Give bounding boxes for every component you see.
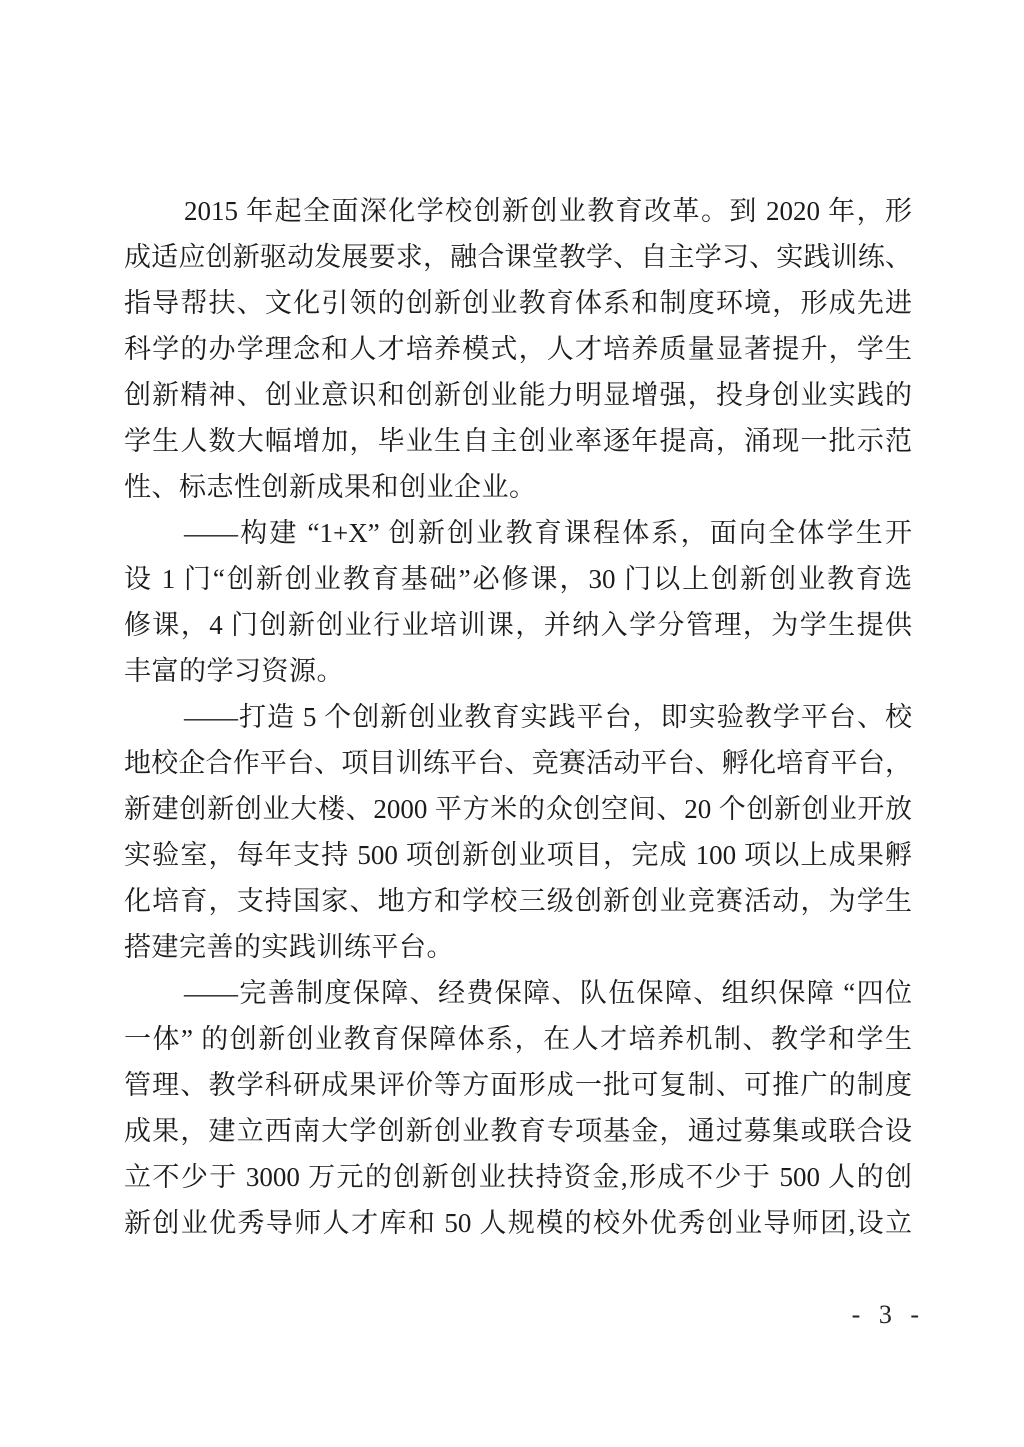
text-line: 地校企合作平台、项目训练平台、竞赛活动平台、孵化培育平台， xyxy=(124,748,912,778)
text-line: 丰富的学习资源。 xyxy=(124,656,344,686)
text-line: 搭建完善的实践训练平台。 xyxy=(124,932,454,962)
page-number: - 3 - xyxy=(851,1300,925,1329)
text-line: 新建创新创业大楼、2000 平方米的众创空间、20 个创新创业开放 xyxy=(124,794,912,824)
paragraph xyxy=(124,970,912,1246)
text-line: 成果，建立西南大学创新创业教育专项基金，通过募集或联合设 xyxy=(124,1116,912,1146)
text-line: 修课，4 门创新创业行业培训课，并纳入学分管理，为学生提供 xyxy=(124,610,912,640)
text-line: 成适应创新驱动发展要求，融合课堂教学、自主学习、实践训练、 xyxy=(124,242,912,272)
text-line: 新创业优秀导师人才库和 50 人规模的校外优秀创业导师团,设立 xyxy=(124,1208,912,1238)
text-line: 一体” 的创新创业教育保障体系，在人才培养机制、教学和学生 xyxy=(124,1024,912,1054)
text-line: 科学的办学理念和人才培养模式，人才培养质量显著提升，学生 xyxy=(124,334,912,364)
text-line: ——完善制度保障、经费保障、队伍保障、组织保障 “四位 xyxy=(184,978,912,1008)
text-line: ——打造 5 个创新创业教育实践平台，即实验教学平台、校 xyxy=(184,702,912,732)
text-line: 化培育，支持国家、地方和学校三级创新创业竞赛活动，为学生 xyxy=(124,886,912,916)
text-block xyxy=(124,188,912,1246)
text-line: 管理、教学科研成果评价等方面形成一批可复制、可推广的制度 xyxy=(124,1070,912,1100)
text-line: 性、标志性创新成果和创业企业。 xyxy=(124,472,537,502)
text-line: 设 1 门“创新创业教育基础”必修课，30 门以上创新创业教育选 xyxy=(124,564,912,594)
text-line: 2015 年起全面深化学校创新创业教育改革。到 2020 年，形 xyxy=(184,196,912,226)
text-line: 指导帮扶、文化引领的创新创业教育体系和制度环境，形成先进 xyxy=(124,288,912,318)
paragraph xyxy=(124,510,912,694)
text-line: ——构建 “1+X” 创新创业教育课程体系，面向全体学生开 xyxy=(184,518,912,548)
text-line: 学生人数大幅增加，毕业生自主创业率逐年提高，涌现一批示范 xyxy=(124,426,912,456)
text-line: 立不少于 3000 万元的创新创业扶持资金,形成不少于 500 人的创 xyxy=(124,1162,912,1192)
paragraph xyxy=(124,694,912,970)
text-line: 实验室，每年支持 500 项创新创业项目，完成 100 项以上成果孵 xyxy=(124,840,912,870)
paragraph xyxy=(124,188,912,510)
text-line: 创新精神、创业意识和创新创业能力明显增强，投身创业实践的 xyxy=(124,380,912,410)
